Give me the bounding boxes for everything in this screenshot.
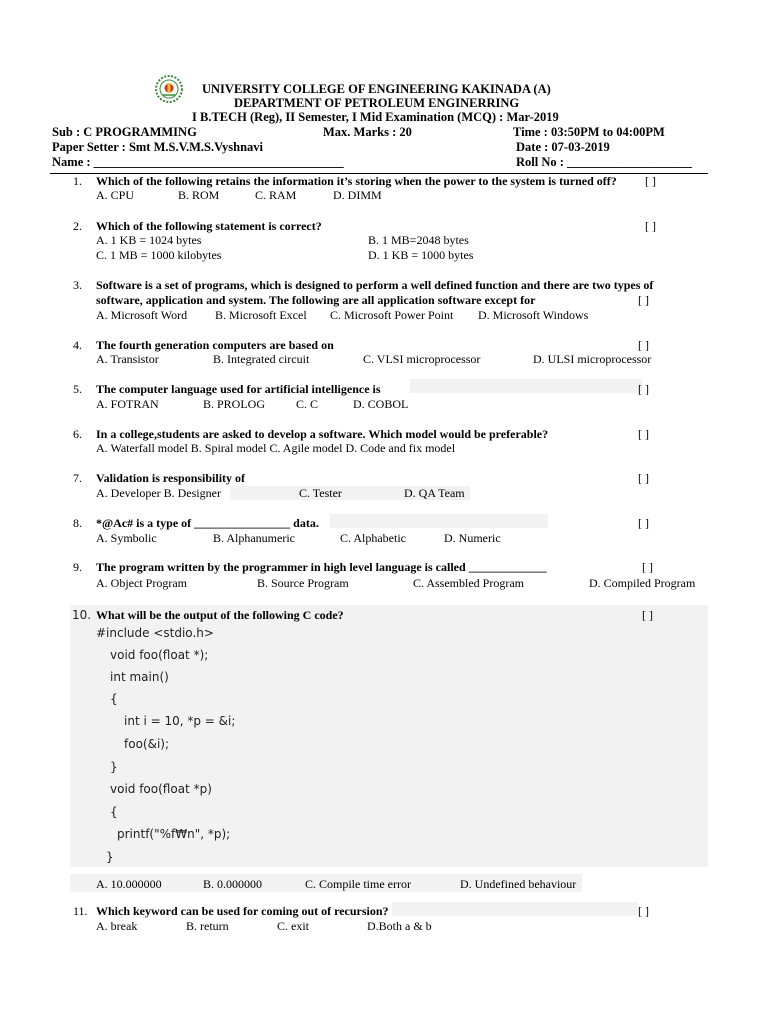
option-a: A. 10.000000 [96, 877, 162, 891]
answer-bracket: [ ] [638, 516, 649, 530]
exam-date: Date : 07-03-2019 [516, 140, 610, 154]
option-d: D. COBOL [353, 397, 409, 411]
option-a: A. Symbolic [96, 531, 157, 545]
option-d: D. Numeric [444, 531, 501, 545]
option-b: B. Microsoft Excel [215, 308, 307, 322]
answer-bracket: [ ] [645, 174, 656, 188]
exam-time: Time : 03:50PM to 04:00PM [513, 125, 665, 139]
option-a: A. Microsoft Word [96, 308, 188, 322]
paper-setter: Paper Setter : Smt M.S.V.M.S.Vyshnavi [52, 140, 264, 154]
exam-title: I B.TECH (Reg), II Semester, I Mid Examination (MCQ) : Mar-2019 [192, 110, 559, 124]
answer-bracket: [ ] [638, 338, 649, 352]
answer-bracket: [ ] [638, 471, 649, 485]
question-text: Which of the following retains the information it’s storing when the power to the system is turned off? [96, 174, 617, 188]
question-text-line2: software, application and system. The following are all application software except for [96, 293, 536, 307]
question-text: The program written by the programmer in high level language is called _____________ [96, 560, 547, 574]
name-field: Name : ________________________________________ [52, 155, 344, 169]
option-c: C. Alphabetic [340, 531, 406, 545]
option-ab: A. Developer B. Designer [96, 486, 221, 500]
option-d: D. ULSI microprocessor [533, 352, 652, 366]
answer-bracket: [ ] [642, 560, 653, 574]
option-c: C. RAM [255, 188, 297, 202]
option-b: B. Alphanumeric [213, 531, 295, 545]
question-text: In a college,students are asked to develop a software. Which model would be preferable? [96, 427, 549, 441]
option-d: D. Compiled Program [589, 576, 696, 590]
roll-no-field: Roll No : ____________________ [516, 155, 693, 169]
question-text: *@Ac# is a type of ________________ data. [96, 516, 319, 530]
option-a: A. Transistor [96, 352, 159, 366]
question-text: What will be the output of the following C code? [96, 608, 344, 622]
option-d: D. QA Team [404, 486, 465, 500]
option-a: A. 1 KB = 1024 bytes [96, 233, 202, 247]
option-a: A. Object Program [96, 576, 187, 590]
answer-bracket: [ ] [638, 293, 649, 307]
department-title: DEPARTMENT OF PETROLEUM ENGINERRING [234, 96, 520, 110]
option-b: B. PROLOG [203, 397, 266, 411]
option-c: C. 1 MB = 1000 kilobytes [96, 248, 222, 262]
option-b: B. ROM [178, 188, 220, 202]
answer-bracket: [ ] [645, 219, 656, 233]
option-b: B. 1 MB=2048 bytes [368, 233, 469, 247]
option-c: C. VLSI microprocessor [363, 352, 481, 366]
answer-bracket: [ ] [638, 382, 649, 396]
option-c: C. C [296, 397, 319, 411]
option-b: B. Source Program [257, 576, 349, 590]
question-text: The computer language used for artificial intelligence is [96, 382, 381, 396]
answer-bracket: [ ] [638, 427, 649, 441]
option-d: D.Both a & b [367, 919, 432, 933]
option-a: A. CPU [96, 188, 135, 202]
option-a: A. FOTRAN [96, 397, 159, 411]
option-c: C. Microsoft Power Point [330, 308, 454, 322]
answer-bracket: [ ] [638, 904, 649, 918]
option-b: B. return [186, 919, 229, 933]
option-c: C. Compile time error [305, 877, 411, 891]
option-a: A. break [96, 919, 138, 933]
question-text: The fourth generation computers are based on [96, 338, 334, 352]
option-d: D. 1 KB = 1000 bytes [368, 248, 474, 262]
answer-bracket: [ ] [642, 608, 653, 622]
question-text: Which keyword can be used for coming out of recursion? [96, 904, 389, 918]
max-marks: Max. Marks : 20 [323, 125, 412, 139]
option-b: B. 0.000000 [203, 877, 263, 891]
option-d: D. Undefined behaviour [460, 877, 577, 891]
university-title: UNIVERSITY COLLEGE OF ENGINEERING KAKINADA (A) [202, 82, 551, 96]
option-b: B. Integrated circuit [213, 352, 310, 366]
question-text: Software is a set of programs, which is designed to perform a well defined function and there are two types of [96, 278, 654, 292]
option-all: A. Waterfall model B. Spiral model C. Agile model D. Code and fix model [96, 441, 456, 455]
option-c: C. exit [277, 919, 309, 933]
option-c: C. Assembled Program [413, 576, 524, 590]
option-d: D. Microsoft Windows [478, 308, 589, 322]
question-text: Validation is responsibility of [96, 471, 246, 485]
question-text: Which of the following statement is correct? [96, 219, 322, 233]
option-c: C. Tester [299, 486, 342, 500]
option-d: D. DIMM [333, 188, 382, 202]
university-logo [154, 74, 184, 104]
subject: Sub : C PROGRAMMING [52, 125, 197, 139]
